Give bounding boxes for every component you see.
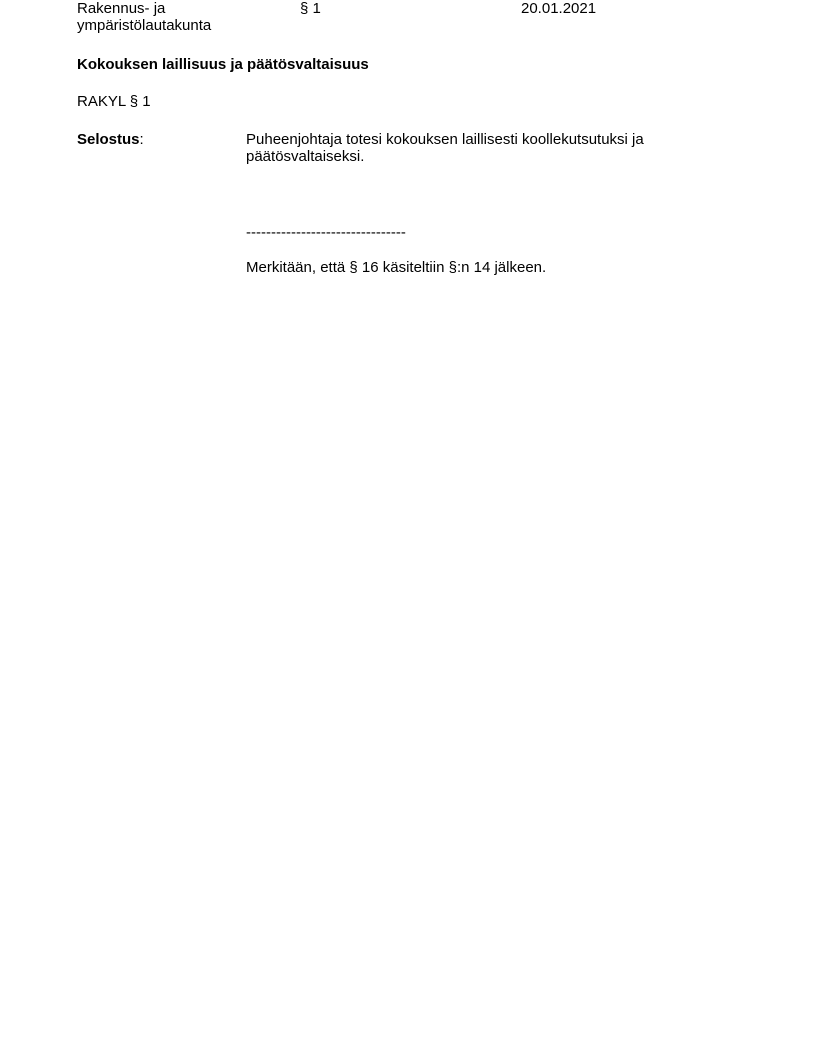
organization-name-line2: ympäristölautakunta [77,17,212,34]
item-title: Kokouksen laillisuus ja päätösvaltaisuus [77,56,369,73]
note-text: Merkitään, että § 16 käsiteltiin §:n 14 jälkeen. [246,259,547,276]
selostus-text: Puheenjohtaja totesi kokouksen laillisesti koollekutsutuksi ja päätösvaltaiseksi. [246,131,644,165]
organization-name [77,0,277,34]
selostus-label [77,131,144,148]
section-number: § 1 [300,0,321,17]
selostus-label-colon: : [139,131,144,148]
meeting-date: 20.01.2021 [521,0,597,17]
divider-line: -------------------------------- [246,224,406,241]
organization-name-line1: Rakennus- ja [77,0,166,17]
selostus-label-text: Selostus [77,131,140,148]
item-reference: RAKYL § 1 [77,93,151,110]
